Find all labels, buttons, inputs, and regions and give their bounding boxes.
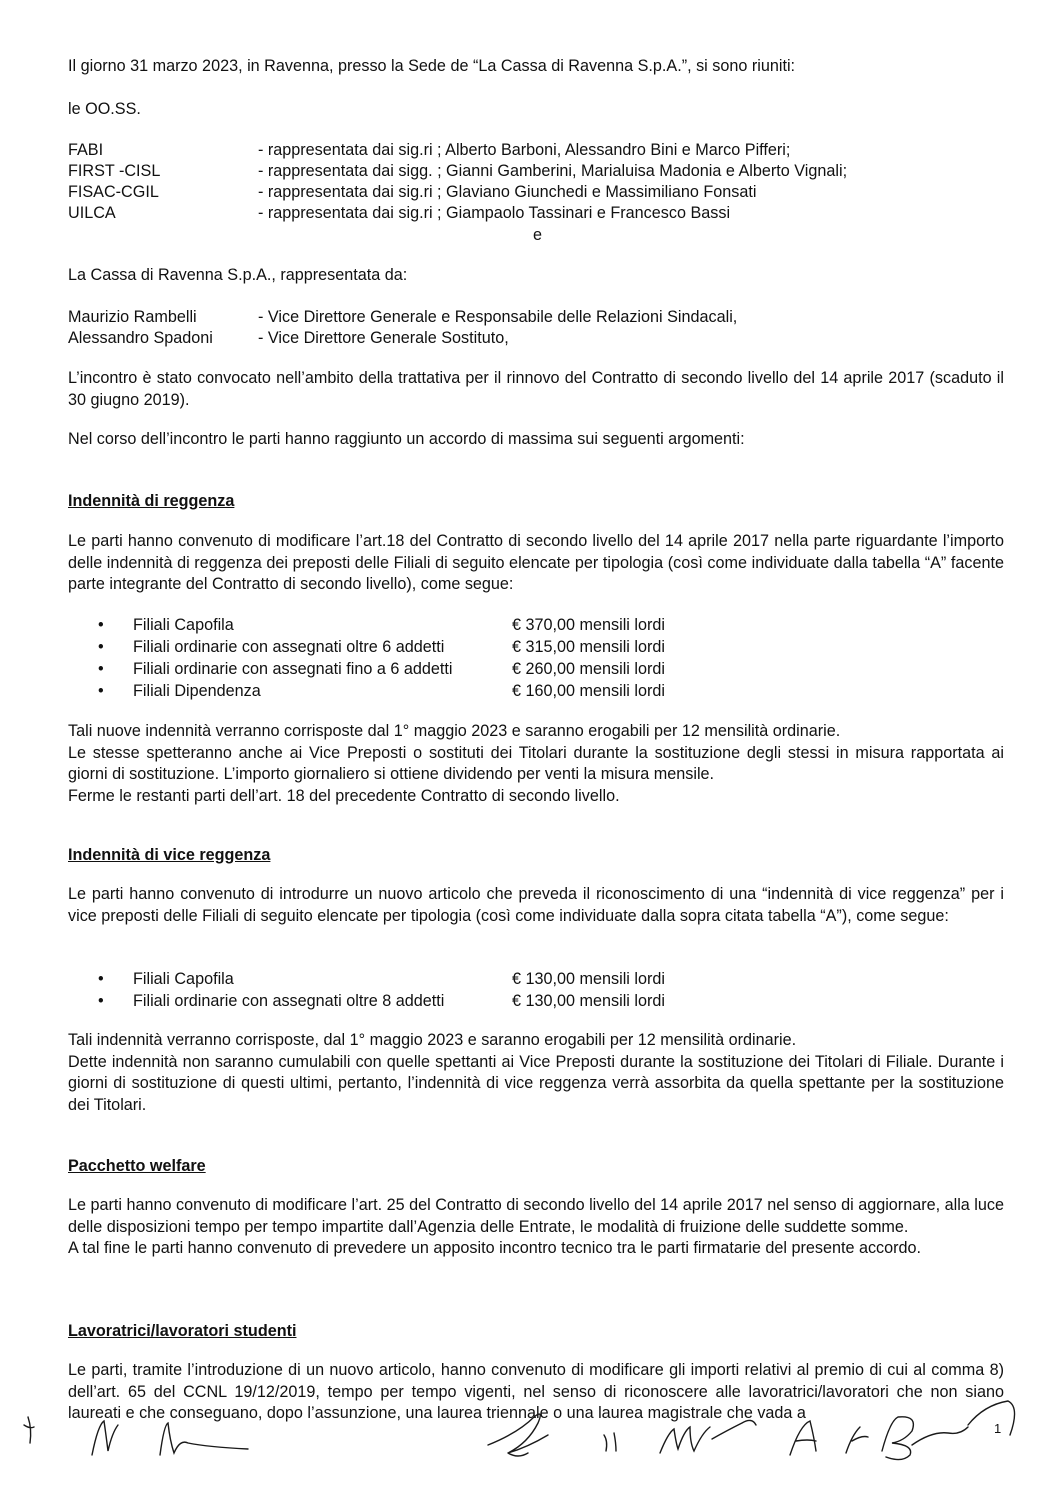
branch-type: Filiali ordinarie con assegnati oltre 8 addetti xyxy=(133,992,445,1010)
bullet-icon: • xyxy=(98,682,104,700)
allowance-amount: € 160,00 mensili lordi xyxy=(512,682,665,700)
union-name: FABI xyxy=(68,141,104,159)
section-heading-welfare: Pacchetto welfare xyxy=(68,1157,206,1175)
union-representatives: - rappresentata dai sig.ri ; Giampaolo Tassinari e Francesco Bassi xyxy=(258,204,731,222)
union-representatives: - rappresentata dai sigg. ; Gianni Gamberini, Marialuisa Madonia e Alberto Vignali; xyxy=(258,162,848,180)
union-name: UILCA xyxy=(68,204,116,222)
bullet-icon: • xyxy=(98,970,104,988)
bank-intro: La Cassa di Ravenna S.p.A., rappresentata da: xyxy=(68,266,408,284)
list-item xyxy=(98,969,798,991)
bank-rep-name: Alessandro Spadoni xyxy=(68,329,213,347)
list-item xyxy=(98,991,798,1013)
intro-text: Il giorno 31 marzo 2023, in Ravenna, presso la Sede de “La Cassa di Ravenna S.p.A.”, si sono riuniti: xyxy=(68,57,796,75)
vice-reggenza-note: Dette indennità non saranno cumulabili con quelle spettanti ai Vice Preposti durante la sostituzione dei Titolari di Filiale. Durante i giorni di sostituzione di questi ultimi, pertanto, l’indennità di vice reggenza verrà assorbita da quella spettante per la sostituzione dei Titolari. xyxy=(68,1052,1004,1114)
bank-rep-role: - Vice Direttore Generale Sostituto, xyxy=(258,329,509,347)
branch-type: Filiali Capofila xyxy=(133,970,234,988)
conjunction-text: e xyxy=(533,226,543,244)
bank-rep-name: Maurizio Rambelli xyxy=(68,308,197,326)
list-item xyxy=(98,637,798,659)
allowance-amount: € 130,00 mensili lordi xyxy=(512,970,665,988)
reggenza-notes xyxy=(68,721,1004,807)
meeting-paragraph: L’incontro è stato convocato nell’ambito della trattativa per il rinnovo del Contratto di secondo livello del 14 aprile 2017 (scaduto il 30 giugno 2019). xyxy=(68,369,1004,409)
welfare-body xyxy=(68,1195,1004,1260)
bullet-icon: • xyxy=(98,638,104,656)
union-name: FIRST -CISL xyxy=(68,162,161,180)
branch-type: Filiali ordinarie con assegnati fino a 6 addetti xyxy=(133,660,453,678)
list-item xyxy=(98,681,798,703)
reggenza-paragraph: Le parti hanno convenuto di modificare l’art.18 del Contratto di secondo livello del 14 aprile 2017 nella parte riguardante l’importo delle indennità di reggenza dei preposti delle Filiali di seguito elencate per tipologia (così come individuate dalla tabella “A” facente parte integrante del Contratto di secondo livello), come segue: xyxy=(68,532,1004,593)
union-representatives: - rappresentata dai sig.ri ; Glaviano Giunchedi e Massimiliano Fonsati xyxy=(258,183,757,201)
list-item xyxy=(98,659,798,681)
vice-reggenza-notes xyxy=(68,1030,1004,1116)
branch-type: Filiali ordinarie con assegnati oltre 6 addetti xyxy=(133,638,445,656)
allowance-amount: € 315,00 mensili lordi xyxy=(512,638,665,656)
bullet-icon: • xyxy=(98,616,104,634)
bullet-icon: • xyxy=(98,660,104,678)
agreement-paragraph: Nel corso dell’incontro le parti hanno raggiunto un accordo di massima sui seguenti argomenti: xyxy=(68,430,745,448)
section-heading-reggenza: Indennità di reggenza xyxy=(68,492,235,510)
union-name: FISAC-CGIL xyxy=(68,183,159,201)
union-representatives: - rappresentata dai sig.ri ; Alberto Barboni, Alessandro Bini e Marco Pifferi; xyxy=(258,141,791,159)
vice-reggenza-paragraph: Le parti hanno convenuto di introdurre un nuovo articolo che preveda il riconoscimento di una “indennità di vice reggenza” per i vice preposti delle Filiali di seguito elencate per tipologia (così come individuate dalla sopra citata tabella “A”), come segue: xyxy=(68,885,1004,925)
bullet-icon: • xyxy=(98,992,104,1010)
reggenza-note: Ferme le restanti parti dell’art. 18 del precedente Contratto di secondo livello. xyxy=(68,786,620,805)
reggenza-note: Le stesse spetteranno anche ai Vice Preposti o sostituti dei Titolari durante la sostituzione degli stessi in misura rapportata ai giorni di sostituzione. L’importo giornaliero si ottiene dividendo per venti la misura mensile. xyxy=(68,743,1004,783)
branch-type: Filiali Dipendenza xyxy=(133,682,261,700)
unions-label: le OO.SS. xyxy=(68,100,141,118)
section-heading-studenti: Lavoratrici/lavoratori studenti xyxy=(68,1322,297,1340)
allowance-amount: € 260,00 mensili lordi xyxy=(512,660,665,678)
list-item xyxy=(98,615,798,637)
reggenza-note: Tali nuove indennità verranno corrisposte dal 1° maggio 2023 e saranno erogabili per 12 mensilità ordinarie. xyxy=(68,722,841,740)
branch-type: Filiali Capofila xyxy=(133,616,234,634)
studenti-paragraph: Le parti, tramite l’introduzione di un nuovo articolo, hanno convenuto di modificare gli importi relativi al premio di cui al comma 8) dell’art. 65 del CCNL 19/12/2019, tempo per tempo vigenti, nel senso di riconoscere alle lavoratrici/lavoratori che non siano laureati e che conseguano, dopo l’assunzione, una laurea triennale o una laurea magistrale che vada a xyxy=(68,1361,1004,1422)
handwritten-signatures xyxy=(0,1395,1058,1465)
section-heading-vice-reggenza: Indennità di vice reggenza xyxy=(68,846,271,864)
vice-reggenza-note: Tali indennità verranno corrisposte, dal 1° maggio 2023 e saranno erogabili per 12 mensilità ordinarie. xyxy=(68,1031,797,1049)
allowance-amount: € 130,00 mensili lordi xyxy=(512,992,665,1010)
bank-rep-role: - Vice Direttore Generale e Responsabile delle Relazioni Sindacali, xyxy=(258,308,738,326)
welfare-paragraph: A tal fine le parti hanno convenuto di prevedere un apposito incontro tecnico tra le parti firmatarie del presente accordo. xyxy=(68,1239,922,1257)
allowance-amount: € 370,00 mensili lordi xyxy=(512,616,665,634)
page-number: 1 xyxy=(994,1421,1002,1436)
welfare-paragraph: Le parti hanno convenuto di modificare l’art. 25 del Contratto di secondo livello del 14 aprile 2017 nel senso di aggiornare, alla luce delle disposizioni tempo per tempo impartite dall’Agenzia delle Entrate, le modalità di fruizione delle suddette somme. xyxy=(68,1196,1004,1236)
